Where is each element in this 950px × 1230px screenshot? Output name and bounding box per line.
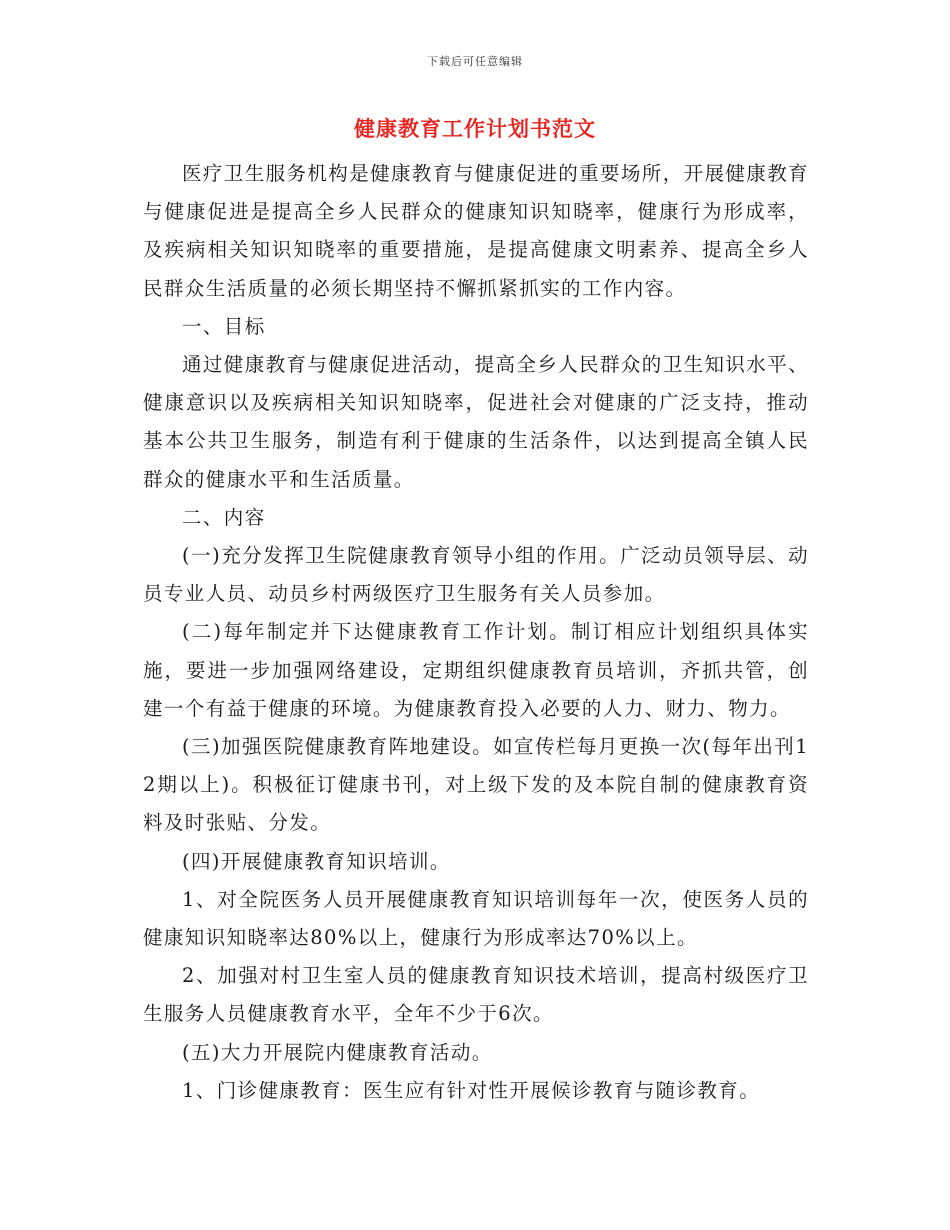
paragraph-item-5-1: 1、门诊健康教育：医生应有针对性开展候诊教育与随诊教育。 xyxy=(182,1078,761,1102)
paragraph-item-3: (三)加强医院健康教育阵地建设。如宣传栏每月更换一次(每年出刊12期以上)。积极征订健康书刊，对上级下发的及本院自制的健康教育资料及时张贴、分发。 xyxy=(143,735,809,835)
paragraph-item-4-2: 2、加强对村卫生室人员的健康教育知识技术培训，提高村级医疗卫生服务人员健康教育水平，全年不少于6次。 xyxy=(143,964,809,1026)
document-body xyxy=(143,155,809,1110)
paragraph-item-1: (一)充分发挥卫生院健康教育领导小组的作用。广泛动员领导层、动员专业人员、动员乡村两级医疗卫生服务有关人员参加。 xyxy=(143,544,809,606)
section-heading-goal: 一、目标 xyxy=(182,314,266,338)
document-title: 健康教育工作计划书范文 xyxy=(354,116,596,141)
paragraph-goal: 通过健康教育与健康促进活动，提高全乡人民群众的卫生知识水平、健康意识以及疾病相关知识知晓率，促进社会对健康的广泛支持，推动基本公共卫生服务，制造有利于健康的生活条件，以达到提高全镇人民群众的健康水平和生活质量。 xyxy=(143,353,810,491)
paragraph-item-2: (二)每年制定并下达健康教育工作计划。制订相应计划组织具体实施，要进一步加强网络建设，定期组织健康教育员培训，齐抓共管，创建一个有益于健康的环境。为健康教育投入必要的人力、财力、物力。 xyxy=(143,620,809,720)
header-note: 下载后可任意编辑 xyxy=(427,55,523,68)
paragraph-item-4: (四)开展健康教育知识培训。 xyxy=(182,849,451,873)
paragraph-intro: 医疗卫生服务机构是健康教育与健康促进的重要场所，开展健康教育与健康促进是提高全乡人民群众的健康知识知晓率，健康行为形成率，及疾病相关知识知晓率的重要措施，是提高健康文明素养、提高全乡人民群众生活质量的必须长期坚持不懈抓紧抓实的工作内容。 xyxy=(143,162,810,300)
paragraph-item-4-1: 1、对全院医务人员开展健康教育知识培训每年一次，使医务人员的健康知识知晓率达80%以上，健康行为形成率达70%以上。 xyxy=(143,887,809,950)
section-heading-content: 二、内容 xyxy=(182,505,266,529)
paragraph-item-5: (五)大力开展院内健康教育活动。 xyxy=(182,1040,493,1064)
